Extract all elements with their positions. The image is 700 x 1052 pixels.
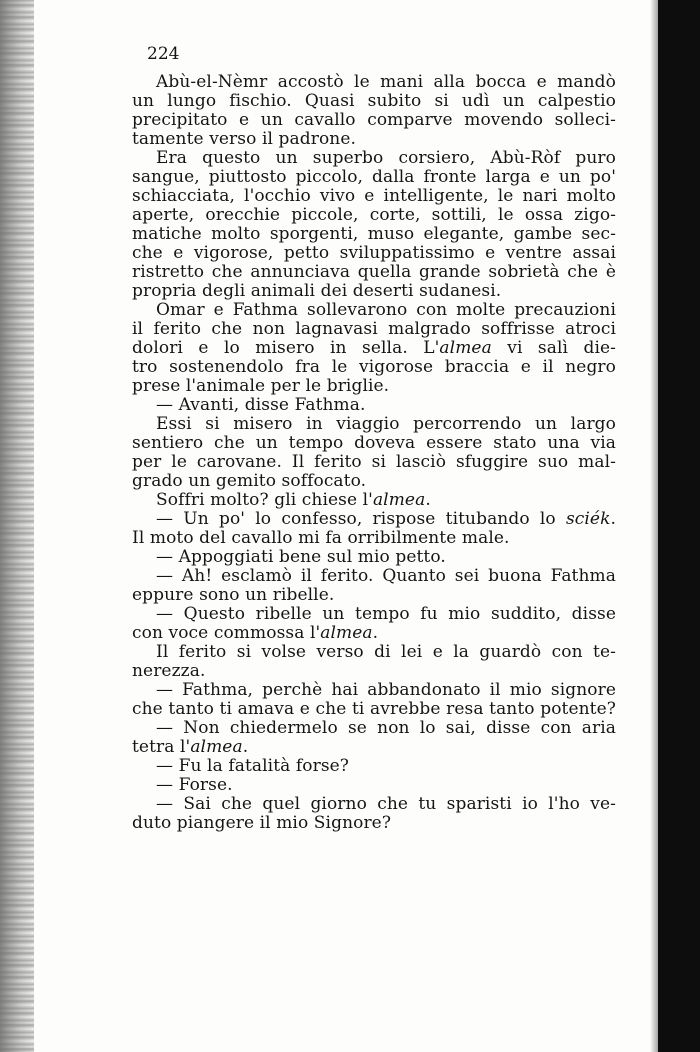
text-line: il ferito che non lagnavasi malgrado soffrisse atroci	[132, 319, 616, 339]
text-line: grado un gemito soffocato.	[132, 471, 367, 491]
text-line: dolori e lo misero in sella. L'almea vi salì die-	[132, 338, 616, 358]
scan-edge-left	[0, 0, 34, 1052]
text-line: ristretto che annunciava quella grande sobrietà che è	[132, 262, 616, 282]
text-line: duto piangere il mio Signore?	[132, 813, 392, 833]
text-line: — Un po' lo confesso, rispose titubando lo sciék.	[156, 509, 616, 529]
text-line: Il moto del cavallo mi fa orribilmente male.	[132, 528, 510, 548]
text-line: prese l'animale per le briglie.	[132, 376, 390, 396]
text-line: nerezza.	[132, 661, 206, 681]
text-line: — Non chiedermelo se non lo sai, disse con aria	[156, 718, 616, 738]
text-line: Essi si misero in viaggio percorrendo un largo	[156, 414, 616, 434]
scan-edge-right	[658, 0, 700, 1052]
text-line: — Sai che quel giorno che tu sparisti io l'ho ve-	[156, 794, 616, 814]
text-line: precipitato e un cavallo comparve movendo solleci-	[132, 110, 616, 130]
text-line: Omar e Fathma sollevarono con molte precauzioni	[156, 300, 616, 320]
text-line: propria degli animali dei deserti sudanesi.	[132, 281, 502, 301]
text-line: aperte, orecchie piccole, corte, sottili, le ossa zigo-	[132, 205, 616, 225]
text-line: Abù-el-Nèmr accostò le mani alla bocca e mandò	[156, 72, 616, 92]
text-line: che tanto ti amava e che ti avrebbe resa tanto potente?	[132, 699, 616, 719]
text-line: — Fathma, perchè hai abbandonato il mio signore	[156, 680, 616, 700]
text-line: — Ah! esclamò il ferito. Quanto sei buona Fathma	[156, 566, 616, 586]
text-line: un lungo fischio. Quasi subito si udì un calpestio	[132, 91, 616, 111]
text-line: — Fu la fatalità forse?	[156, 756, 350, 776]
text-line: Era questo un superbo corsiero, Abù-Ròf puro	[156, 148, 616, 168]
text-line: Soffri molto? gli chiese l'almea.	[156, 490, 431, 510]
text-line: — Avanti, disse Fathma.	[156, 395, 366, 415]
text-line: sentiero che un tempo doveva essere stato una via	[132, 433, 616, 453]
scan-edge-shadow	[650, 0, 658, 1052]
text-line: matiche molto sporgenti, muso elegante, gambe sec-	[132, 224, 616, 244]
text-line: Il ferito si volse verso di lei e la guardò con te-	[156, 642, 616, 662]
text-line: tamente verso il padrone.	[132, 129, 356, 149]
text-line: eppure sono un ribelle.	[132, 585, 335, 605]
text-line: con voce commossa l'almea.	[132, 623, 379, 643]
text-line: schiacciata, l'occhio vivo e intelligente, le nari molto	[132, 186, 616, 206]
text-line: tro sostenendolo fra le vigorose braccia e il negro	[132, 357, 616, 377]
page-number: 224	[147, 44, 180, 64]
body-text	[132, 42, 616, 833]
text-line: — Appoggiati bene sul mio petto.	[156, 547, 446, 567]
text-line: tetra l'almea.	[132, 737, 249, 757]
text-line: sangue, piuttosto piccolo, dalla fronte larga e un po'	[132, 167, 616, 187]
text-line: che e vigorose, petto sviluppatissimo e ventre assai	[132, 243, 616, 263]
text-line: per le carovane. Il ferito si lasciò sfuggire suo mal-	[132, 452, 616, 472]
text-line: — Forse.	[156, 775, 233, 795]
text-line: — Questo ribelle un tempo fu mio suddito, disse	[156, 604, 616, 624]
